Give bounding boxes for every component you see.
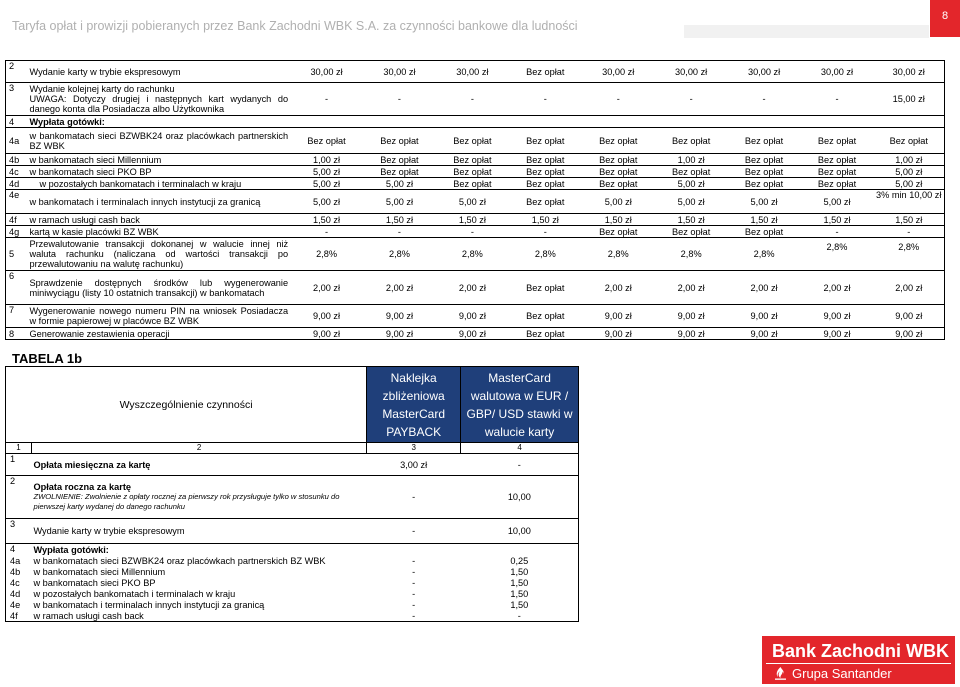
table-row: 4c w bankomatach sieci PKO BP 5,00 zł Bez opłat Bez opłat Bez opłat Bez opłat Bez opłat Bez opłat Bez opłat 5,00 zł (6, 166, 945, 178)
table-row: 4f w ramach usługi cash back 1,50 zł 1,50 zł 1,50 zł 1,50 zł 1,50 zł 1,50 zł 1,50 zł 1,50 zł 1,50 zł (6, 214, 945, 226)
table-row: 4g kartą w kasie placówki BZ WBK - - - - Bez opłat Bez opłat Bez opłat - - (6, 226, 945, 238)
table-row: 3 Wydanie kolejnej karty do rachunku UWAGA: Dotyczy drugiej i następnych kart wydanych do danego konta dla Posiadacza albo Użytkownika - - - - - - - - 15,00 zł (6, 83, 945, 116)
table-row: 4e w bankomatach i terminalach innych instytucji za granicą - 1,50 (10, 599, 529, 610)
table-row: 5 Przewalutowanie transakcji dokonanej w walucie innej niż waluta rachunku (naliczana od wartości transakcji po przewalutowaniu na walutę rachunku) 2,8% 2,8% 2,8% 2,8% 2,8% 2,8% 2,8% 2,8% 2,8% (6, 238, 945, 271)
table-row: 4b w bankomatach sieci Millennium 1,00 zł Bez opłat Bez opłat Bez opłat Bez opłat 1,00 zł Bez opłat Bez opłat 1,00 zł (6, 154, 945, 166)
table-row: 4e w bankomatach i terminalach innych instytucji za granicą 5,00 zł 5,00 zł 5,00 zł Bez opłat 5,00 zł 5,00 zł 5,00 zł 5,00 zł 3% min 10,00 zł (6, 190, 945, 214)
bank-logo (762, 636, 955, 684)
table-row: 2 Wydanie karty w trybie ekspresowym 30,00 zł 30,00 zł 30,00 zł Bez opłat 30,00 zł 30,00 zł 30,00 zł 30,00 zł 30,00 zł (6, 61, 945, 83)
table-row: 6 Sprawdzenie dostępnych środków lub wygenerowanie miniwyciągu (listy 10 ostatnich transakcji) w bankomatach 2,00 zł 2,00 zł 2,00 zł Bez opłat 2,00 zł 2,00 zł 2,00 zł 2,00 zł 2,00 zł (6, 271, 945, 305)
table-row: 2 Opłata roczna za kartę ZWOLNIENIE: Zwolnienie z opłaty rocznej za pierwszy rok przysługuje tylko w stosunku do pierwszej karty wydanej do danego rachunku - 10,00 (6, 476, 579, 519)
document-title: Taryfa opłat i prowizji pobieranych przez Bank Zachodni WBK S.A. za czynności bankowe dla ludności (12, 19, 578, 33)
table-row: 8 Generowanie zestawienia operacji 9,00 zł 9,00 zł 9,00 zł Bez opłat 9,00 zł 9,00 zł 9,00 zł 9,00 zł 9,00 zł (6, 328, 945, 340)
table-row: 4a w bankomatach sieci BZWBK24 oraz placówkach partnerskich BZ WBK Bez opłat Bez opłat Bez opłat Bez opłat Bez opłat Bez opłat Bez opłat Bez opłat Bez opłat (6, 128, 945, 154)
logo-divider (766, 663, 951, 664)
table-1b (5, 366, 579, 622)
table-header-row (6, 367, 579, 443)
table-row: 4a w bankomatach sieci BZWBK24 oraz placówkach partnerskich BZ WBK - 0,25 (10, 555, 529, 566)
table-row: 4 Wypłata gotówki: (6, 544, 579, 556)
fees-table-continued (5, 60, 945, 340)
table-row: 3 Wydanie karty w trybie ekspresowym - 10,00 (6, 519, 579, 544)
page-header (0, 0, 960, 40)
column-index-row: 1 2 3 4 (6, 443, 579, 454)
header-payback-sticker: Naklejka zbliżeniowa MasterCard PAYBACK (367, 367, 461, 443)
table-row: 4f w ramach usługi cash back - - (10, 610, 521, 621)
table-row: 4c w bankomatach sieci PKO BP - 1,50 (10, 577, 529, 588)
table-row: 1 Opłata miesięczna za kartę 3,00 zł - (6, 454, 579, 476)
logo-bank-name: Bank Zachodni WBK (772, 641, 950, 661)
header-bar (684, 25, 929, 38)
table-1b-title: TABELA 1b (12, 351, 83, 366)
table-row: 4 Wypłata gotówki: (6, 116, 945, 128)
table-row: 4b w bankomatach sieci Millennium - 1,50 (10, 566, 529, 577)
header-description: Wyszczególnienie czynności (6, 367, 367, 443)
table-row: 4d w pozostałych bankomatach i terminalach w kraju - 1,50 (10, 588, 529, 599)
table-row: 7 Wygenerowanie nowego numeru PIN na wniosek Posiadacza w formie papierowej w placówce BZ WBK 9,00 zł 9,00 zł 9,00 zł Bez opłat 9,00 zł 9,00 zł 9,00 zł 9,00 zł 9,00 zł (6, 305, 945, 328)
table-row: 4d w pozostałych bankomatach i terminalach w kraju 5,00 zł 5,00 zł Bez opłat Bez opłat Bez opłat 5,00 zł Bez opłat Bez opłat 5,00 zł (6, 178, 945, 190)
flame-icon (774, 667, 787, 680)
page-number: 8 (930, 0, 960, 37)
logo-group-name: Grupa Santander (792, 666, 892, 681)
header-currency-card: MasterCard walutowa w EUR / GBP/ USD stawki w walucie karty (461, 367, 579, 443)
